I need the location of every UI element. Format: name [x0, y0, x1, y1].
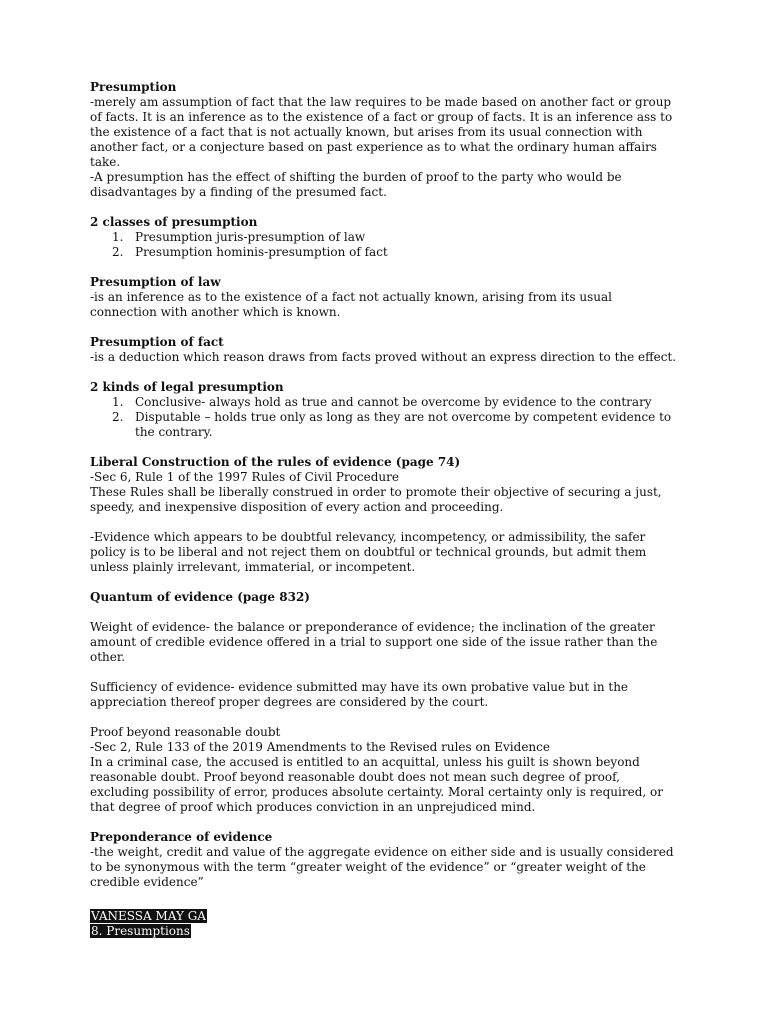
- list-item: 1. Presumption juris-presumption of law: [112, 230, 366, 244]
- heading-presumption: Presumption: [90, 80, 177, 94]
- list-item: 1. Conclusive- always hold as true and cannot be overcome by evidence to the contrary: [112, 395, 652, 409]
- heading-quantum: Quantum of evidence (page 832): [90, 590, 310, 604]
- heading-presumption-of-fact: Presumption of fact: [90, 335, 224, 349]
- weight-of-evidence: Weight of evidence- the balance or preponderance of evidence; the inclination of the greater amount of credible evidence offered in a trial to support one side of the issue rather than the other.: [90, 620, 658, 664]
- document-body: [90, 80, 680, 890]
- presumption-effect: -A presumption has the effect of shifting the burden of proof to the party who would be disadvantages by a finding of the presumed fact.: [90, 170, 622, 199]
- sufficiency-of-evidence: Sufficiency of evidence- evidence submitted may have its own probative value but in the appreciation thereof proper degrees are considered by the court.: [90, 680, 629, 709]
- liberal-reference: -Sec 6, Rule 1 of the 1997 Rules of Civil Procedure: [90, 470, 399, 484]
- proof-reference: -Sec 2, Rule 133 of the 2019 Amendments to the Revised rules on Evidence: [90, 740, 550, 754]
- heading-preponderance: Preponderance of evidence: [90, 830, 273, 844]
- presumption-definition: -merely am assumption of fact that the law requires to be made based on another fact or group of facts. It is an inference as to the existence of a fact or group of facts. It is an inference ass to the existence of a fact that is not actually known, but arises from its usual connection with another fact, or a conjecture based on past experience as to what the ordinary human affairs take.: [90, 95, 673, 169]
- heading-kinds: 2 kinds of legal presumption: [90, 380, 284, 394]
- heading-presumption-of-law: Presumption of law: [90, 275, 221, 289]
- heading-classes: 2 classes of presumption: [90, 215, 258, 229]
- liberal-evidence-policy: -Evidence which appears to be doubtful relevancy, incompetency, or admissibility, the safer policy is to be liberal and not reject them on doubtful or technical grounds, but admit them unless plainly irrelevant, immaterial, or incompetent.: [90, 530, 647, 574]
- proof-text: In a criminal case, the accused is entitled to an acquittal, unless his guilt is shown beyond reasonable doubt. Proof beyond reasonable doubt does not mean such degree of proof, excluding possibility of error, produces absolute certainty. Moral certainty only is required, or that degree of proof which produces conviction in an unprejudiced mind.: [90, 755, 663, 814]
- document-label-tag: 8. Presumptions: [91, 924, 190, 938]
- list-item: 2. Presumption hominis-presumption of fact: [112, 245, 388, 259]
- author-tag: VANESSA MAY GA: [91, 909, 206, 923]
- kinds-list: [90, 395, 680, 440]
- law-definition: -is an inference as to the existence of a fact not actually known, arising from its usual connection with another which is known.: [90, 290, 612, 319]
- classes-list: [90, 230, 680, 260]
- proof-title: Proof beyond reasonable doubt: [90, 725, 281, 739]
- fact-definition: -is a deduction which reason draws from facts proved without an express direction to the effect.: [90, 350, 677, 364]
- footer-tags: [90, 909, 207, 939]
- liberal-text: These Rules shall be liberally construed in order to promote their objective of securing a just, speedy, and inexpensive disposition of every action and proceeding.: [90, 485, 662, 514]
- list-item: 2. Disputable – holds true only as long as they are not overcome by competent evidence to the contrary.: [112, 410, 672, 439]
- heading-liberal-construction: Liberal Construction of the rules of evidence (page 74): [90, 455, 461, 469]
- preponderance-definition: -the weight, credit and value of the aggregate evidence on either side and is usually considered to be synonymous with the term “greater weight of the evidence” or “greater weight of the credible evidence”: [90, 845, 674, 889]
